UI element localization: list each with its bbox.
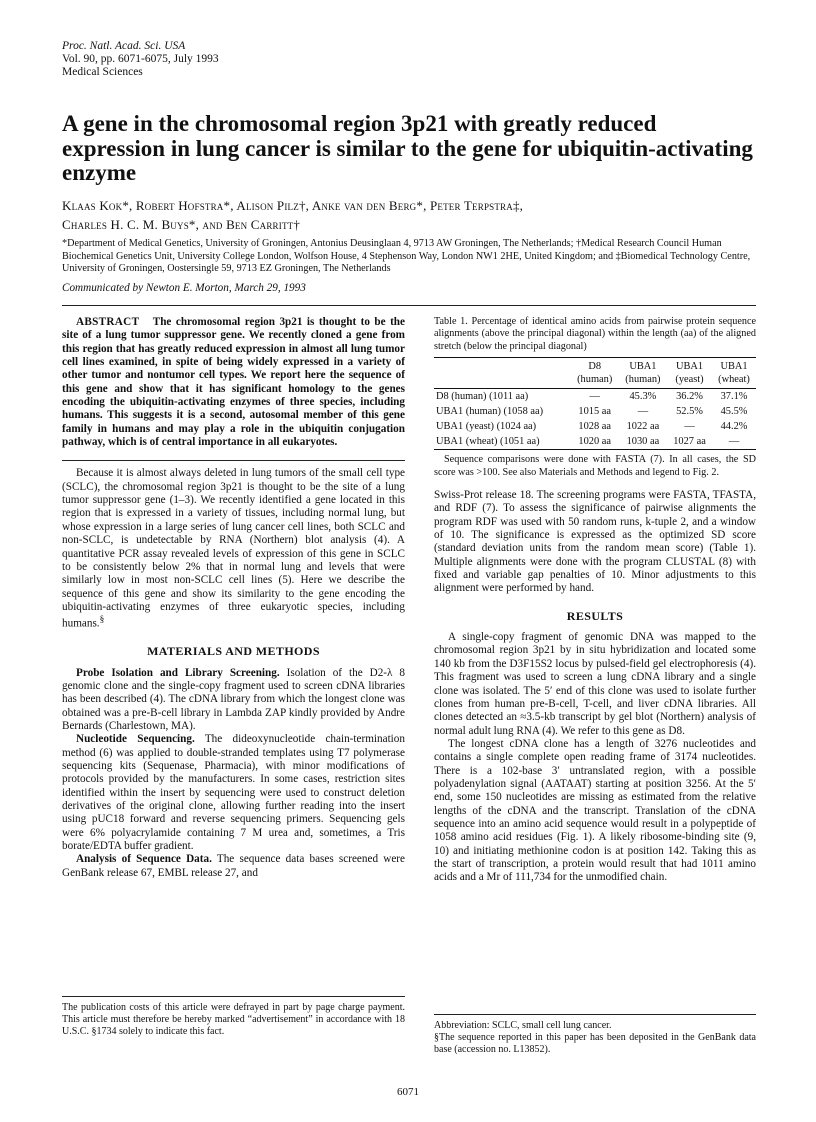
right-column: [434, 316, 756, 885]
table-cell: 1015 aa: [578, 406, 611, 418]
table-cell: 44.2%: [720, 421, 748, 433]
table-cell: —: [589, 391, 600, 403]
sequence-deposit-footnote: §The sequence reported in this paper has been deposited in the GenBank data base (accession no. L13852).: [434, 1032, 756, 1056]
methods-paragraph-sequencing: [62, 733, 405, 853]
col-header: UBA1: [667, 358, 712, 374]
journal-section: Medical Sciences: [62, 66, 143, 78]
methods-paragraph-probe: [62, 667, 405, 734]
abstract-label: ABSTRACT: [76, 316, 140, 328]
col-header: UBA1: [619, 358, 667, 374]
table-cell: 1030 aa: [619, 434, 667, 450]
affiliations: *Department of Medical Genetics, University of Groningen, Antonius Deusinglaan 4, 9713 AW Groningen, The Netherlands; †Medical Research Council Human Biochemical Genetics Unit, University College London, Wolfson House, 4 Stephenson Way, London NW1 2HE, United Kingdom; and ‡Biomedical Technology Centre, University of Groningen, Oostersingle 59, 9713 EZ Groningen, The Netherlands: [62, 238, 751, 274]
footnote-divider-left: [62, 996, 405, 997]
methods-heading: MATERIALS AND METHODS: [147, 644, 320, 659]
methods-paragraph-analysis: [62, 853, 405, 880]
table-cell: 52.5%: [676, 406, 703, 418]
table-caption: Table 1. Percentage of identical amino acids from pairwise protein sequence alignments (above the principal diagonal) within the length (aa) of the aligned stretch (below the principal diagonal): [434, 316, 756, 352]
col-header-species: (human): [619, 373, 667, 389]
journal-name: Proc. Natl. Acad. Sci. USA: [62, 40, 186, 52]
col-header: D8: [571, 358, 619, 374]
probe-heading: Probe Isolation and Library Screening.: [76, 666, 280, 679]
table-row: [434, 404, 756, 419]
table-cell: 36.2%: [676, 391, 703, 403]
right-footnotes: [434, 1020, 756, 1057]
table-cell: 37.1%: [720, 391, 748, 403]
abstract-divider: [62, 460, 405, 461]
analysis-heading: Analysis of Sequence Data.: [76, 853, 212, 866]
sequence-footnote-mark: §: [99, 615, 105, 626]
table-cell: 1028 aa: [578, 421, 611, 433]
table-cell: —: [712, 434, 756, 450]
intro-text: Because it is almost always deleted in lung tumors of the small cell type (SCLC), the chromosomal region 3p21 is thought to be the site of a lung tumor suppressor gene (1–3). We recently identified a gene located in this region that is expressed in a variety of tissues, including normal lung, but whose expression in a large series of lung cancer cell lines, both SCLC and non-SCLC, is undetectable by RNA (Northern) blot analysis (4). A quantitative PCR assay revealed levels of expression of this gene in SCLC to be consistently below 2% that in normal lung and levels that were similarly low in most non-SCLC cell lines (5). Here we describe the sequence of this gene and show its similarity to the gene encoding the ubiquitin-activating enzymes of three eukaryotic species, including humans.: [62, 467, 405, 630]
probe-text: Isolation of the D2-λ 8 genomic clone and the single-copy fragment used to screen cDNA libraries has been described (4). The cDNA library from which the longest clone was obtained was a pre-B-cell library in Lambda ZAP kindly provided by Andre Bernards (Charlestown, MA).: [62, 666, 405, 733]
sequencing-heading: Nucleotide Sequencing.: [76, 733, 195, 746]
table-cell: 1022 aa: [626, 421, 660, 433]
row-label: D8 (human) (1011 aa): [436, 391, 529, 403]
authors-line-2: Charles H. C. M. Buys*, and Ben Carritt†: [62, 217, 301, 232]
col-header-species: (yeast): [667, 373, 712, 389]
col-header-species: (human): [571, 373, 619, 389]
table-cell: —: [684, 421, 695, 433]
col-header: UBA1: [712, 358, 756, 374]
row-label: UBA1 (human) (1058 aa): [436, 406, 544, 418]
table-cell: 45.5%: [720, 406, 748, 418]
journal-volume: Vol. 90, pp. 6071-6075, July 1993: [62, 53, 219, 65]
journal-header: [62, 40, 219, 79]
results-paragraph-2: The longest cDNA clone has a length of 3276 nucleotides and contains a single complete open reading frame of 3174 nucleotides. There is a 102-base 3′ untranslated region, with a possible polyadenylation signal (AATAAT) starting at position 3256. At the 5′ end, some 150 nucleotides are missing as estimated from the relative lengths of the cDNA and the transcript. Translation of the cDNA sequence into an amino acid sequence would result in a polypeptide of 1058 amino acid residues (Fig. 1). A likely ribosome-binding site (9, 10) and initiating methionine codon is at position 142. Taking this as the start of transcription, a protein would result that had 1011 amino acids and a Mr of 111,734 for the unmodified chain.: [434, 737, 756, 884]
table-cell: 1020 aa: [571, 434, 619, 450]
identity-table: [434, 357, 756, 450]
col-header-species: (wheat): [712, 373, 756, 389]
analysis-text: The sequence data bases screened were GenBank release 67, EMBL release 27, and: [62, 853, 405, 879]
table-note: Sequence comparisons were done with FASTA (7). In all cases, the SD score was >100. See also Materials and Methods and legend to Fig. 2.: [434, 454, 756, 478]
methods-continued: Swiss-Prot release 18. The screening programs were FASTA, TFASTA, and RDF (7). To assess the significance of pairwise alignments the program RDF was used with 50 random runs, k-tuple 2, and a window of 10. The significance is expressed as the optimized SD score (standard deviation units from the random mean score) (Table 1). Multiple alignments were done with the program CLUSTAL (8) with fixed and variable gap penalties of 10. Minor adjustments to this alignment were performed by hand.: [434, 489, 756, 595]
abbreviation-footnote: Abbreviation: SCLC, small cell lung cancer.: [434, 1020, 612, 1031]
table-row: [434, 419, 756, 434]
table-cell: 45.3%: [629, 391, 657, 403]
table-row: [434, 434, 756, 450]
abstract: [62, 316, 405, 449]
table-cell: —: [637, 406, 649, 418]
author-list: [62, 196, 762, 234]
authors-line-1: Klaas Kok*, Robert Hofstra*, Alison Pilz†, Anke van den Berg*, Peter Terpstra‡,: [62, 198, 524, 213]
row-label: UBA1 (yeast) (1024 aa): [436, 421, 537, 433]
table-cell: 1027 aa: [667, 434, 712, 450]
results-heading: RESULTS: [566, 608, 624, 623]
table-corner: [434, 358, 571, 374]
intro-paragraph: [62, 467, 405, 631]
results-paragraph-1: A single-copy fragment of genomic DNA was mapped to the chromosomal region 3p21 by in situ hybridization and located some 140 kb from the D3F15S2 locus by pulsed-field gel electrophoresis (4). This fragment was used to screen a lung cDNA library and a single clone was isolated. The 5′ end of this clone was used to isolate further clones from human pre-B-cell, T-cell, and liver cDNA libraries. All clones detected an ≈3.5-kb transcript by gel blot (Northern) analysis of normal adult lung RNA (4). We refer to this gene as D8.: [434, 631, 756, 737]
left-column: [62, 316, 405, 880]
communicated-by: Communicated by Newton E. Morton, March 29, 1993: [62, 282, 306, 294]
sequencing-text: The dideoxynucleotide chain-termination method (6) was applied to double-stranded templates using T7 polymerase sequencing kits (Sequenase, Pharmacia), with minor modifications of protocols provided by the manufacturers. In some cases, restriction sites identified within the insert by sequencing were used to construct deletion derivatives of the original clone, allowing further reading into the insert using pUC18 forward and reverse sequencing primers. Sequencing gels were 6% polyacrylamide containing 7 M urea and, sometimes, a Tris borate/EDTA buffer gradient.: [62, 733, 405, 853]
table-row: [434, 389, 756, 405]
footnote-divider-right: [434, 1014, 756, 1015]
row-label: UBA1 (wheat) (1051 aa): [434, 434, 571, 450]
abstract-text: The chromosomal region 3p21 is thought to be the site of a lung tumor suppressor gene. We recently cloned a gene from this region that has greatly reduced expression in almost all lung tumor cell lines examined, in spite of being widely expressed in a variety of other tumor and nontumor cell types. We report here the sequence of this gene and show that it has significant homology to the genes encoding the ubiquitin-activating enzymes of three species, including humans. This suggests it is a second, autosomal member of this gene family in humans and may play a role in the ubiquitin conjugation pathway, which is of central importance in all eukaryotes.: [62, 316, 405, 449]
publication-cost-footnote: The publication costs of this article were defrayed in part by page charge payment. This article must therefore be hereby marked “advertisement” in accordance with 18 U.S.C. §1734 solely to indicate this fact.: [62, 1002, 405, 1038]
page-number: 6071: [397, 1086, 419, 1098]
paper-title: A gene in the chromosomal region 3p21 with greatly reduced expression in lung cancer is similar to the gene for ubiquitin-activating enzyme: [62, 111, 753, 185]
header-divider: [62, 305, 756, 306]
